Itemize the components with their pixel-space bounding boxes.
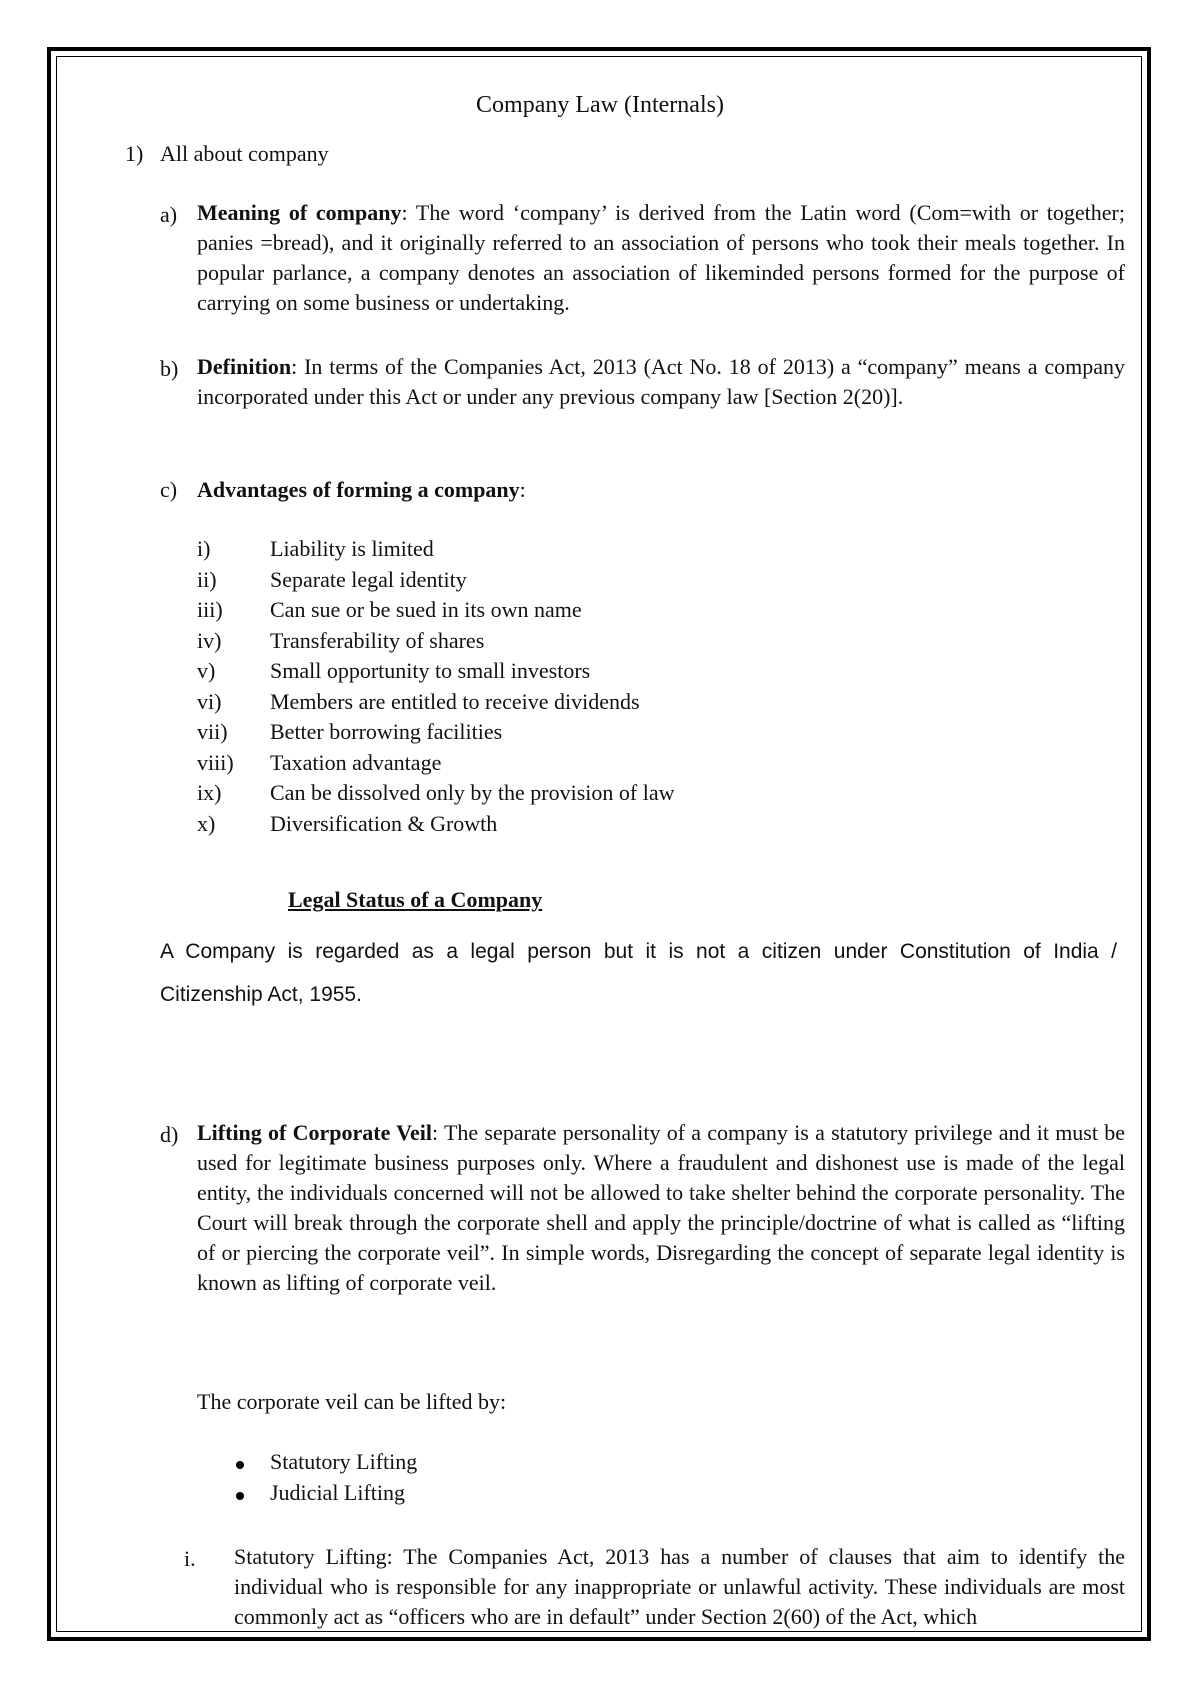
advantage-number: iii)	[197, 597, 223, 622]
veil-intro: The corporate veil can be lifted by:	[197, 1389, 507, 1414]
advantage-item: Separate legal identity	[270, 566, 467, 592]
meaning-paragraph	[197, 198, 1125, 318]
definition-term: Definition	[197, 354, 292, 379]
advantage-number: x)	[197, 810, 216, 836]
advantage-item: Liability is limited	[270, 536, 434, 561]
advantage-item: Taxation advantage	[270, 749, 442, 775]
advantage-number: viii)	[197, 749, 234, 775]
section-number: 1)	[125, 141, 144, 166]
advantage-item: Small opportunity to small investors	[270, 658, 591, 683]
corporate-veil-term: Lifting of Corporate Veil	[197, 1120, 433, 1145]
meaning-text: : The word ‘company’ is derived from the Latin word (Com=with or together; panies =bread), and it originally referred to an association of persons who took their meals together. In popular parlance, a company denotes an association of likeminded persons formed for the purpose of carrying on some business or undertaking.	[197, 200, 1125, 315]
corporate-veil-text: : The separate personality of a company is a statutory privilege and it must be used for legitimate business purposes only. Where a fraudulent and dishonest use is made of the legal entity, the individuals concerned will not be allowed to take shelter behind the corporate personality. The Court will break through the corporate shell and apply the principle/doctrine of what is called as “lifting of or piercing the corporate veil”. In simple words, Disregarding the concept of separate legal identity is known as lifting of corporate veil.	[197, 1120, 1125, 1295]
statutory-paragraph: Statutory Lifting: The Companies Act, 2013 has a number of clauses that aim to identify the individual who is responsible for any inappropriate or unlawful activity. These individuals are most commonly act as “officers who are in default” under Section 2(60) of the Act, which	[234, 1544, 1125, 1629]
advantages-term: Advantages of forming a company	[197, 477, 520, 502]
item-letter-c: c)	[160, 477, 178, 502]
item-letter-a: a)	[160, 202, 178, 227]
legal-status-heading: Legal Status of a Company	[288, 887, 543, 912]
meaning-term: Meaning of company	[197, 200, 402, 225]
bullet-judicial: Judicial Lifting	[270, 1480, 406, 1505]
item-letter-b: b)	[160, 356, 179, 381]
advantage-item: Members are entitled to receive dividends	[270, 688, 640, 714]
legal-status-line-2: Citizenship Act, 1955.	[160, 983, 362, 1006]
definition-text: : In terms of the Companies Act, 2013 (Act No. 18 of 2013) a “company” means a company incorporated under this Act or under any previous company law [Section 2(20)].	[197, 354, 1125, 409]
advantage-number: iv)	[197, 627, 222, 653]
bullet-statutory: Statutory Lifting	[270, 1449, 418, 1474]
advantage-item: Can be dissolved only by the provision of law	[270, 780, 675, 805]
advantages-colon: :	[519, 477, 526, 502]
statutory-number: i.	[184, 1546, 196, 1571]
advantage-number: ix)	[197, 780, 222, 805]
advantage-item: Can sue or be sued in its own name	[270, 597, 582, 622]
advantage-number: i)	[197, 536, 211, 561]
definition-paragraph	[197, 352, 1125, 412]
section-heading: All about company	[160, 141, 329, 166]
advantage-number: ii)	[197, 566, 217, 592]
advantage-number: vii)	[197, 719, 228, 744]
page-title: Company Law (Internals)	[476, 92, 724, 118]
bullet-dot	[236, 1492, 244, 1500]
corporate-veil-paragraph	[197, 1118, 1125, 1298]
advantage-item: Better borrowing facilities	[270, 719, 503, 744]
legal-status-line-1: A Company is regarded as a legal person but it is not a citizen under Constitution of India /	[160, 940, 1117, 963]
item-letter-d: d)	[160, 1122, 179, 1147]
advantage-item: Transferability of shares	[270, 627, 485, 653]
advantage-number: v)	[197, 658, 216, 683]
bullet-dot	[236, 1461, 244, 1469]
advantages-heading	[197, 477, 526, 503]
advantage-item: Diversification & Growth	[270, 810, 498, 836]
advantage-number: vi)	[197, 688, 222, 714]
